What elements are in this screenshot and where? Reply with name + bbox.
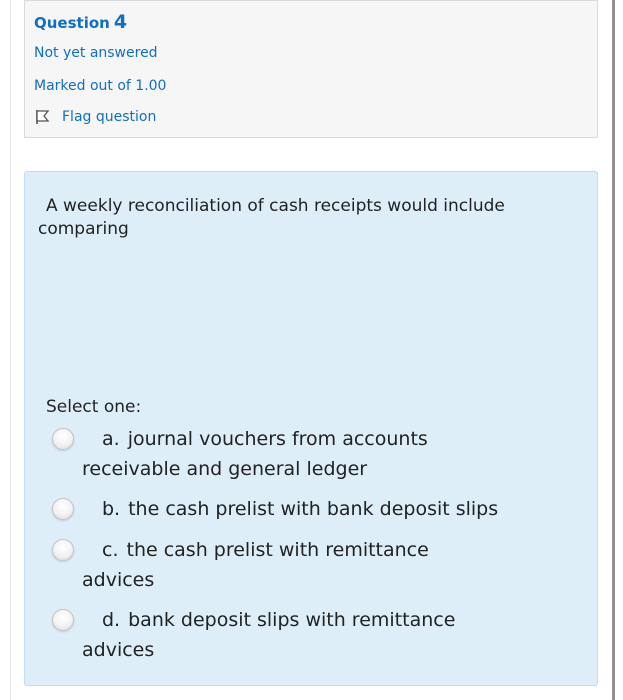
- flag-question-link[interactable]: [34, 109, 156, 125]
- question-content-panel: [24, 171, 598, 686]
- question-heading: [34, 11, 127, 33]
- answer-letter: d.: [102, 609, 121, 631]
- answer-text: journal vouchers from accounts: [127, 428, 428, 450]
- question-text-line2: comparing: [38, 219, 129, 239]
- left-divider: [10, 0, 11, 700]
- question-label: Question: [34, 14, 110, 32]
- answer-option-b[interactable]: [52, 494, 572, 524]
- answer-letter: c.: [102, 539, 119, 561]
- radio-button-c[interactable]: [52, 539, 74, 561]
- question-info-panel: [24, 0, 598, 138]
- question-state: Not yet answered: [34, 45, 158, 61]
- right-scroll-edge: [612, 0, 615, 700]
- flag-question-label: Flag question: [62, 109, 157, 125]
- radio-button-a[interactable]: [52, 428, 74, 450]
- question-grade: Marked out of 1.00: [34, 78, 167, 94]
- answer-option-c[interactable]: [52, 535, 572, 595]
- question-text: [38, 195, 546, 241]
- radio-button-b[interactable]: [52, 498, 74, 520]
- answer-text-continued: advices: [82, 569, 155, 591]
- select-prompt: Select one:: [46, 397, 142, 417]
- flag-icon: [34, 109, 50, 125]
- answer-option-a[interactable]: [52, 424, 572, 484]
- answer-text: the cash prelist with bank deposit slips: [128, 498, 499, 520]
- answer-text-continued: advices: [82, 639, 155, 661]
- question-text-line1: A weekly reconciliation of cash receipts would include: [46, 196, 505, 216]
- answer-letter: a.: [102, 428, 120, 450]
- answer-option-d[interactable]: [52, 605, 572, 665]
- question-number: 4: [113, 11, 128, 33]
- radio-button-d[interactable]: [52, 609, 74, 631]
- answer-text: the cash prelist with remittance: [126, 539, 429, 561]
- answer-text: bank deposit slips with remittance: [128, 609, 456, 631]
- answer-text-continued: receivable and general ledger: [82, 458, 368, 480]
- answer-letter: b.: [102, 498, 121, 520]
